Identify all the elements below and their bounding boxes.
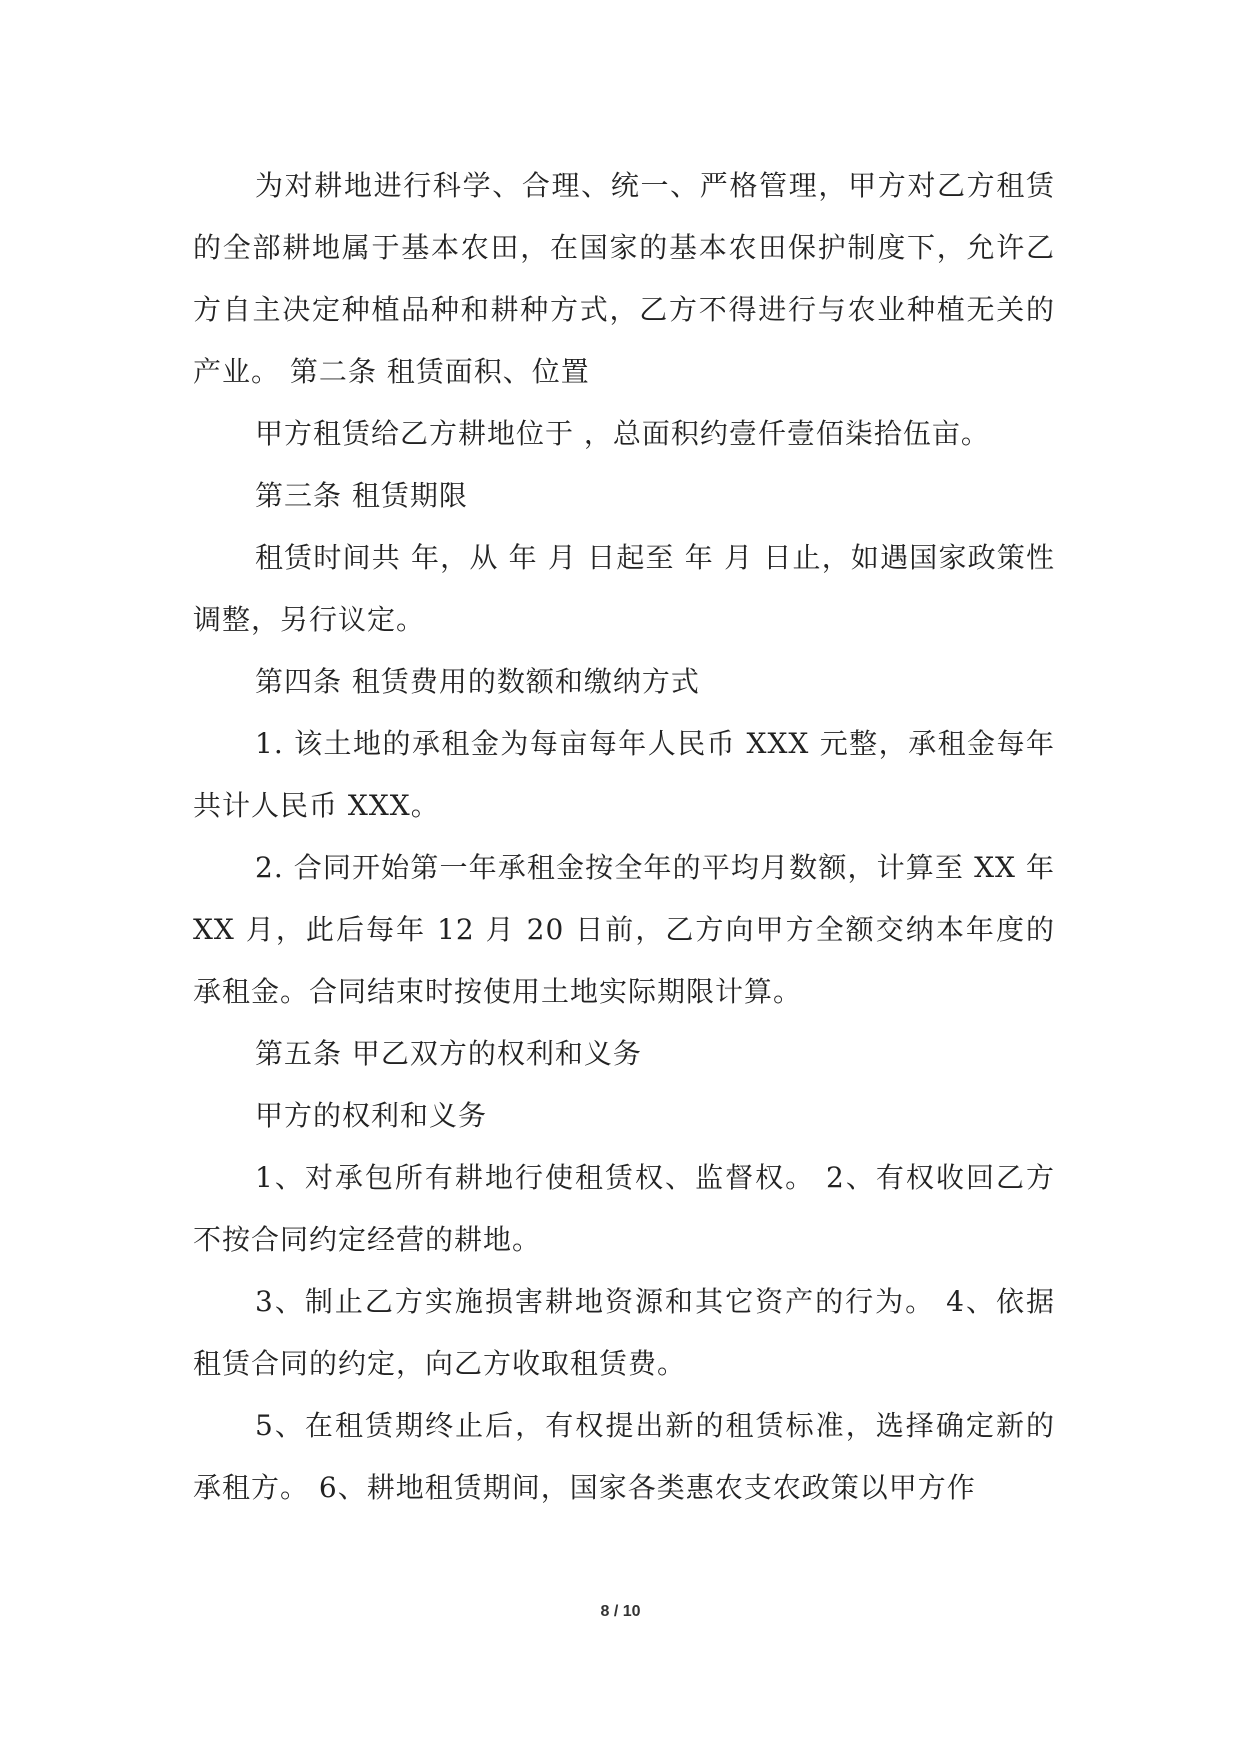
section-heading: 第三条 租赁期限: [255, 479, 468, 512]
section-heading: 第五条 甲乙双方的权利和义务: [255, 1037, 642, 1070]
paragraph: 1. 该土地的承租金为每亩每年人民币 XXX 元整，承租金每年共计人民币 XXX。: [193, 727, 1055, 822]
sub-heading: 甲方的权利和义务: [255, 1099, 488, 1132]
paragraph: 甲方租赁给乙方耕地位于 ，总面积约壹仟壹佰柒拾伍亩。: [255, 417, 990, 450]
paragraph: 2. 合同开始第一年承租金按全年的平均月数额，计算至 XX 年 XX 月，此后每年 12 月 20 日前，乙方向甲方全额交纳本年度的承租金。合同结束时按使用土地实际期限计算。: [193, 851, 1055, 1008]
paragraph: 3、制止乙方实施损害耕地资源和其它资产的行为。 4、依据租赁合同的约定，向乙方收取租赁费。: [193, 1285, 1055, 1380]
page-number: 8 / 10: [600, 1603, 641, 1620]
paragraph: 租赁时间共 年，从 年 月 日起至 年 月 日止，如遇国家政策性调整，另行议定。: [193, 541, 1055, 636]
section-heading: 第四条 租赁费用的数额和缴纳方式: [255, 665, 700, 698]
paragraph: 5、在租赁期终止后，有权提出新的租赁标准，选择确定新的承租方。 6、耕地租赁期间，国家各类惠农支农政策以甲方作: [193, 1409, 1055, 1504]
paragraph: 为对耕地进行科学、合理、统一、严格管理，甲方对乙方租赁的全部耕地属于基本农田，在国家的基本农田保护制度下，允许乙方自主决定种植品种和耕种方式，乙方不得进行与农业种植无关的产业。 第二条 租赁面积、位置: [193, 169, 1055, 388]
paragraph: 1、对承包所有耕地行使租赁权、监督权。 2、有权收回乙方不按合同约定经营的耕地。: [193, 1161, 1055, 1256]
document-body: [193, 155, 1055, 1519]
